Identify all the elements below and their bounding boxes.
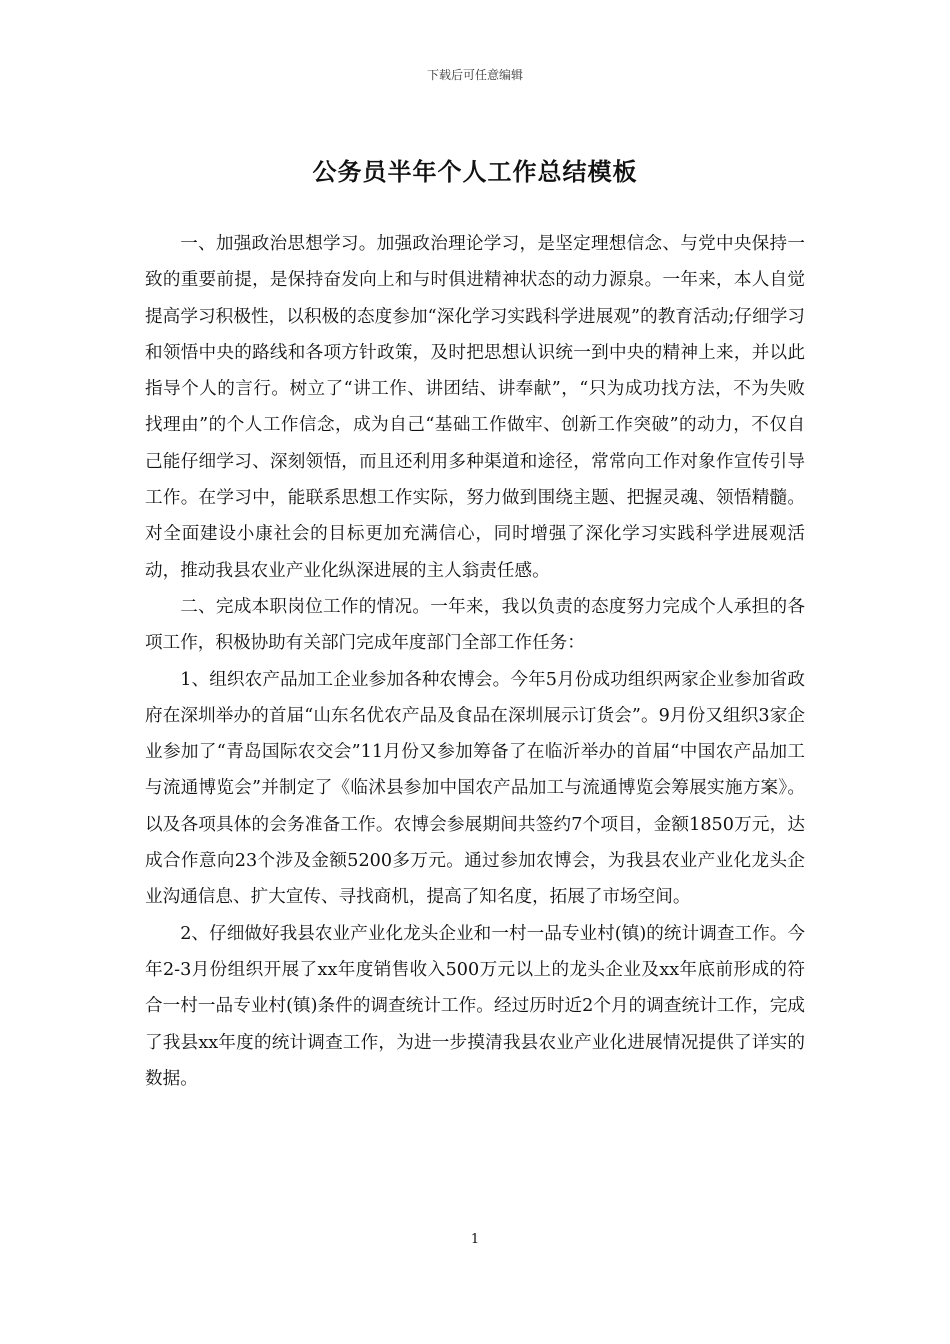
paragraph-statistics-survey: 2、仔细做好我县农业产业化龙头企业和一村一品专业村(镇)的统计调查工作。今年2-3月份组织开展了xx年度销售收入500万元以上的龙头企业及xx年底前形成的符合一村一品专业村(镇)条件的调查统计工作。经过历时近2个月的调查统计工作，完成了我县xx年度的统计调查工作，为进一步摸清我县农业产业化进展情况提供了详实的数据。 bbox=[145, 923, 805, 1089]
page-number: 1 bbox=[470, 1232, 480, 1247]
document-body bbox=[145, 226, 805, 1097]
document-title: 公务员半年个人工作总结模板 bbox=[312, 158, 638, 186]
paragraph-agri-expo: 1、组织农产品加工企业参加各种农博会。今年5月份成功组织两家企业参加省政府在深圳举办的首届“山东名优农产品及食品在深圳展示订货会”。9月份又组织3家企业参加了“青岛国际农交会”11月份又参加筹备了在临沂举办的首届“中国农产品加工与流通博览会”并制定了《临沭县参加中国农产品加工与流通博览会筹展实施方案》。以及各项具体的会务准备工作。农博会参展期间共签约7个项目，金额1850万元，达成合作意向23个涉及金额5200多万元。通过参加农博会，为我县农业产业化龙头企业沟通信息、扩大宣传、寻找商机，提高了知名度，拓展了市场空间。 bbox=[145, 669, 805, 908]
paragraph-job-duties: 二、完成本职岗位工作的情况。一年来，我以负责的态度努力完成个人承担的各项工作，积极协助有关部门完成年度部门全部工作任务： bbox=[145, 596, 805, 654]
header-note: 下载后可任意编辑 bbox=[426, 68, 523, 82]
paragraph-political-study: 一、加强政治思想学习。加强政治理论学习，是坚定理想信念、与党中央保持一致的重要前提，是保持奋发向上和与时俱进精神状态的动力源泉。一年来，本人自觉提高学习积极性，以积极的态度参加“深化学习实践科学进展观”的教育活动;仔细学习和领悟中央的路线和各项方针政策，及时把思想认识统一到中央的精神上来，并以此指导个人的言行。树立了“讲工作、讲团结、讲奉献”，“只为成功找方法，不为失败找理由”的个人工作信念，成为自己“基础工作做牢、创新工作突破”的动力，不仅自己能仔细学习、深刻领悟，而且还利用多种渠道和途径，常常向工作对象作宣传引导工作。在学习中，能联系思想工作实际，努力做到围绕主题、把握灵魂、领悟精髓。对全面建设小康社会的目标更加充满信心，同时增强了深化学习实践科学进展观活动，推动我县农业产业化纵深进展的主人翁责任感。 bbox=[145, 234, 805, 581]
